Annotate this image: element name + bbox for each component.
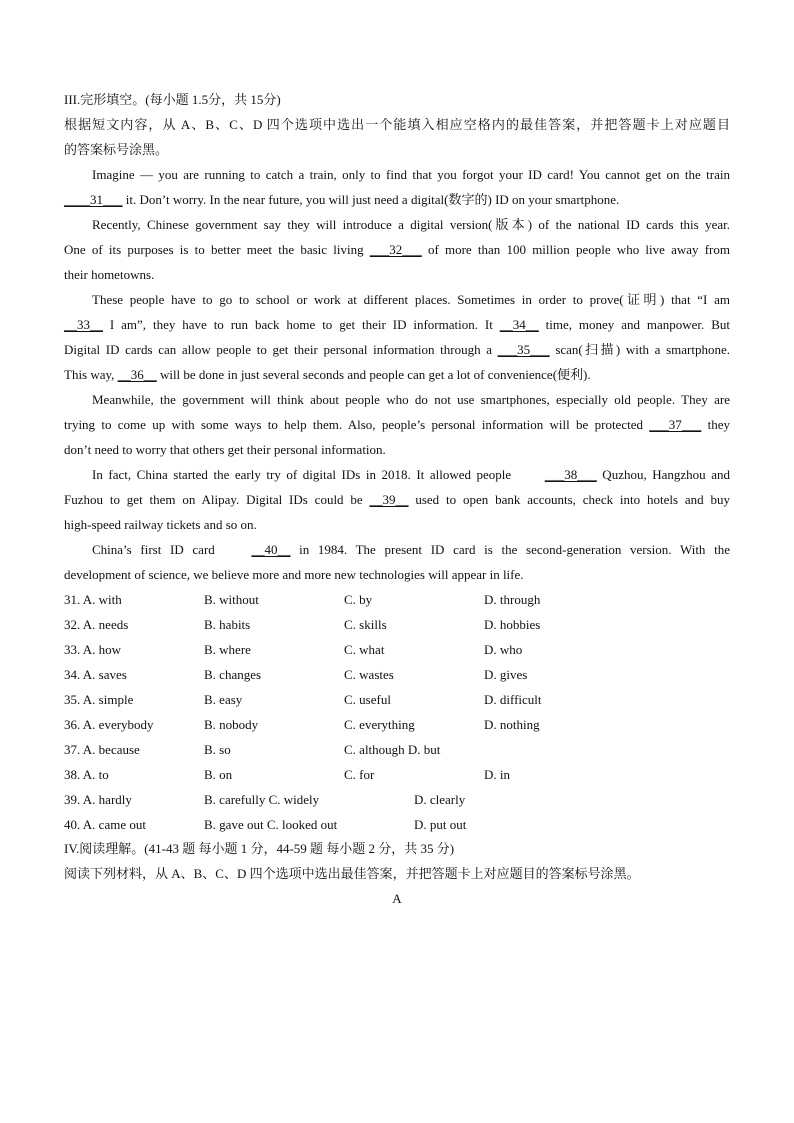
option-a: 35. A. simple	[64, 692, 134, 707]
passage-text: scan(扫描) with a smartphone.	[549, 342, 730, 357]
passage-p2-line-2	[64, 241, 730, 259]
option-b: B. where	[204, 642, 251, 657]
option-b-c: B. carefully C. widely	[204, 792, 320, 807]
passage-p1-line-2	[64, 191, 730, 209]
passage-text: Quzhou, Hangzhou and	[596, 467, 731, 482]
option-a: 32. A. needs	[64, 617, 129, 632]
blank-39: __39__	[369, 492, 409, 507]
passage-text: they	[701, 417, 730, 432]
option-d: D. hobbies	[484, 617, 541, 632]
passage-p5-line-3: high-speed railway tickets and so on.	[64, 517, 257, 532]
option-d: D. clearly	[414, 792, 466, 807]
option-a: 37. A. because	[64, 742, 140, 757]
option-b: B. easy	[204, 692, 243, 707]
passage-p4-line-2	[64, 416, 730, 434]
option-b: B. so	[204, 742, 231, 757]
passage-text: In fact, China started the early try of digital IDs in 2018. It allowed people	[92, 467, 517, 482]
passage-p2-line-3: their hometowns.	[64, 267, 155, 282]
option-a: 39. A. hardly	[64, 792, 132, 807]
option-b-c: B. gave out C. looked out	[204, 817, 338, 832]
section-4-instruction: 阅读下列材料，从 A、B、C、D 四个选项中选出最佳答案，并把答题卡上对应题目的答案标号涂黑。	[64, 866, 640, 881]
blank-34: __34__	[499, 317, 539, 332]
option-b: B. habits	[204, 617, 251, 632]
passage-text: China’s first ID card	[92, 542, 224, 557]
passage-p2-line-1: Recently, Chinese government say they will introduce a digital version(版本) of the national ID cards this year.	[92, 217, 730, 232]
blank-40: __40__	[251, 542, 291, 557]
passage-text: it. Don’t worry. In the near future, you will just need a digital(数字的) ID on your smartphone.	[122, 192, 620, 207]
option-d: D. through	[484, 592, 541, 607]
option-a: 33. A. how	[64, 642, 122, 657]
passage-text: of more than 100 million people who live away from	[421, 242, 730, 257]
option-d: D. gives	[484, 667, 528, 682]
option-c: C. everything	[344, 717, 415, 732]
option-c: C. useful	[344, 692, 391, 707]
blank-31: ____31___	[64, 192, 123, 207]
option-b: B. nobody	[204, 717, 259, 732]
passage-text: in 1984. The present ID card is the second-generation version. With the	[290, 542, 730, 557]
option-a: 36. A. everybody	[64, 717, 154, 732]
passage-text: will be done in just several seconds and people can get a lot of convenience(便利).	[156, 367, 591, 382]
blank-32: ___32___	[369, 242, 422, 257]
passage-p4-line-1: Meanwhile, the government will think about people who do not use smartphones, especially old people. They are	[92, 392, 730, 407]
passage-text: time, money and manpower. But	[538, 317, 730, 332]
option-c: C. wastes	[344, 667, 394, 682]
option-a: 31. A. with	[64, 592, 122, 607]
option-a: 34. A. saves	[64, 667, 127, 682]
passage-text: I am”, they have to run back home to get their ID information. It	[103, 317, 500, 332]
option-d: D. difficult	[484, 692, 542, 707]
option-d: D. in	[484, 767, 510, 782]
passage-a-label: A	[392, 891, 402, 906]
option-b: B. changes	[204, 667, 262, 682]
option-d: D. put out	[414, 817, 467, 832]
blank-35: ___35___	[497, 342, 550, 357]
passage-p3-line-4	[64, 366, 730, 384]
passage-p4-line-3: don’t need to worry that others get their personal information.	[64, 442, 386, 457]
blank-37: ___37___	[649, 417, 702, 432]
option-c: C. skills	[344, 617, 387, 632]
option-c-d: C. although D. but	[344, 742, 441, 757]
passage-p3-line-1: These people have to go to school or work at different places. Sometimes in order to prove(证明) that “I am	[92, 292, 730, 307]
section-3-instruction-line-2: 的答案标号涂黑。	[64, 142, 169, 157]
blank-38: ___38___	[544, 467, 597, 482]
passage-text: This way,	[64, 367, 118, 382]
blank-33: __33__	[64, 317, 103, 332]
passage-p1-line-1: Imagine — you are running to catch a train, only to find that you forgot your ID card! You cannot get on the train	[92, 167, 730, 182]
passage-text: used to open bank accounts, check into hotels and buy	[408, 492, 730, 507]
passage-p6-line-2: development of science, we believe more and more new technologies will appear in life.	[64, 567, 524, 582]
section-3-header: III.完形填空。(每小题 1.5分，共 15分)	[64, 92, 281, 107]
blank-36: __36__	[117, 367, 157, 382]
passage-text: One of its purposes is to better meet the basic living	[64, 242, 370, 257]
passage-text: Fuzhou to get them on Alipay. Digital IDs could be	[64, 492, 370, 507]
passage-text: trying to come up with some ways to help them. Also, people’s personal information will be protected	[64, 417, 650, 432]
section-3-instruction-line-1: 根据短文内容，从 A、B、C、D 四个选项中选出一个能填入相应空格内的最佳答案，并把答题卡上对应题目	[64, 117, 730, 132]
option-d: D. nothing	[484, 717, 540, 732]
option-d: D. who	[484, 642, 523, 657]
option-b: B. without	[204, 592, 259, 607]
passage-p5-line-1	[64, 466, 730, 484]
option-c: C. by	[344, 592, 373, 607]
section-4-header: IV.阅读理解。(41-43 题 每小题 1 分，44-59 题 每小题 2 分，共 35 分)	[64, 841, 455, 856]
passage-p3-line-3	[64, 341, 730, 359]
option-a: 38. A. to	[64, 767, 109, 782]
option-a: 40. A. came out	[64, 817, 146, 832]
passage-p5-line-2	[64, 491, 730, 509]
passage-p3-line-2	[64, 316, 730, 334]
option-b: B. on	[204, 767, 233, 782]
passage-p6-line-1	[64, 541, 730, 559]
option-c: C. for	[344, 767, 375, 782]
passage-text: Digital ID cards can allow people to get their personal information through a	[64, 342, 498, 357]
option-c: C. what	[344, 642, 385, 657]
